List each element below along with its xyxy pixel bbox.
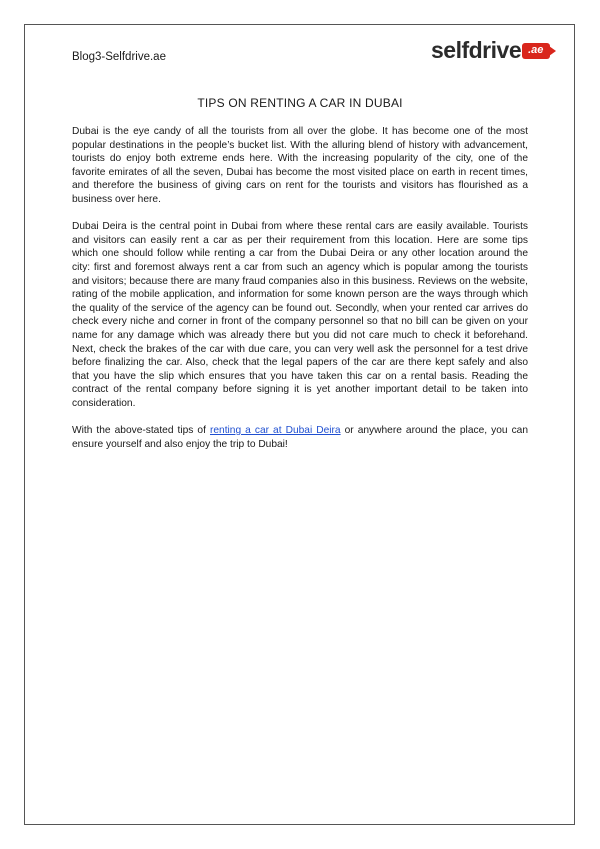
article-body (72, 125, 528, 465)
document-label: Blog3-Selfdrive.ae (72, 51, 166, 63)
renting-car-dubai-deira-link[interactable]: renting a car at Dubai Deira (209, 425, 341, 437)
paragraph-conclusion (72, 424, 528, 451)
logo-domain-tag: .ae (522, 43, 550, 59)
logo-wordmark: selfdrive (431, 37, 522, 63)
paragraph-tips: Dubai Deira is the central point in Dubai from where these rental cars are easily available. Tourists and visitors can easily rent a car as per their requirement from this location. Here are some tips which one should follow while renting a car from the Dubai Deira or any other location around the city: first and foremost always rent a car from such an agency which is popular among the tourists and visitors; because there are many fraud companies also in this business. Reviews on the website, rating of the mobile application, and information for some known person are the ways through which the quality of the service of the agency can be found out. Secondly, when your rented car arrives do check every niche and corner in front of the company personnel so that no bill can be given on your name for any damage which was already there but you did not care much to check it beforehand. Next, check the brakes of the car with due care, you can very well ask the personnel for a test drive before finalizing the car. Also, check that the legal papers of the car are there kept safely and also that you have the slip which ensures that you have taken this car on a rental basis. Reading the contract of the rental company before signing it is yet another important detail to be taken into consideration. (72, 221, 528, 409)
article-title: TIPS ON RENTING A CAR IN DUBAI (197, 96, 403, 110)
conclusion-text-end: or anywhere around the place, you can ensure yourself and also enjoy the trip to Dubai! (72, 425, 528, 450)
paragraph-intro: Dubai is the eye candy of all the tourists from all over the globe. It has become one of the most popular destinations in the people’s bucket list. With the alluring blend of history with advancement, tourists do enjoy both extreme ends here. With the increasing popularity of the city, one of the favorite emirates of all the seven, Dubai has become the most visited place on earth in recent times, and therefore the business of giving cars on rent for the tourists and visitors has flourished as a business over here. (72, 126, 528, 205)
conclusion-text-start: With the above-stated tips of (72, 425, 210, 437)
selfdrive-logo[interactable] (431, 35, 550, 65)
